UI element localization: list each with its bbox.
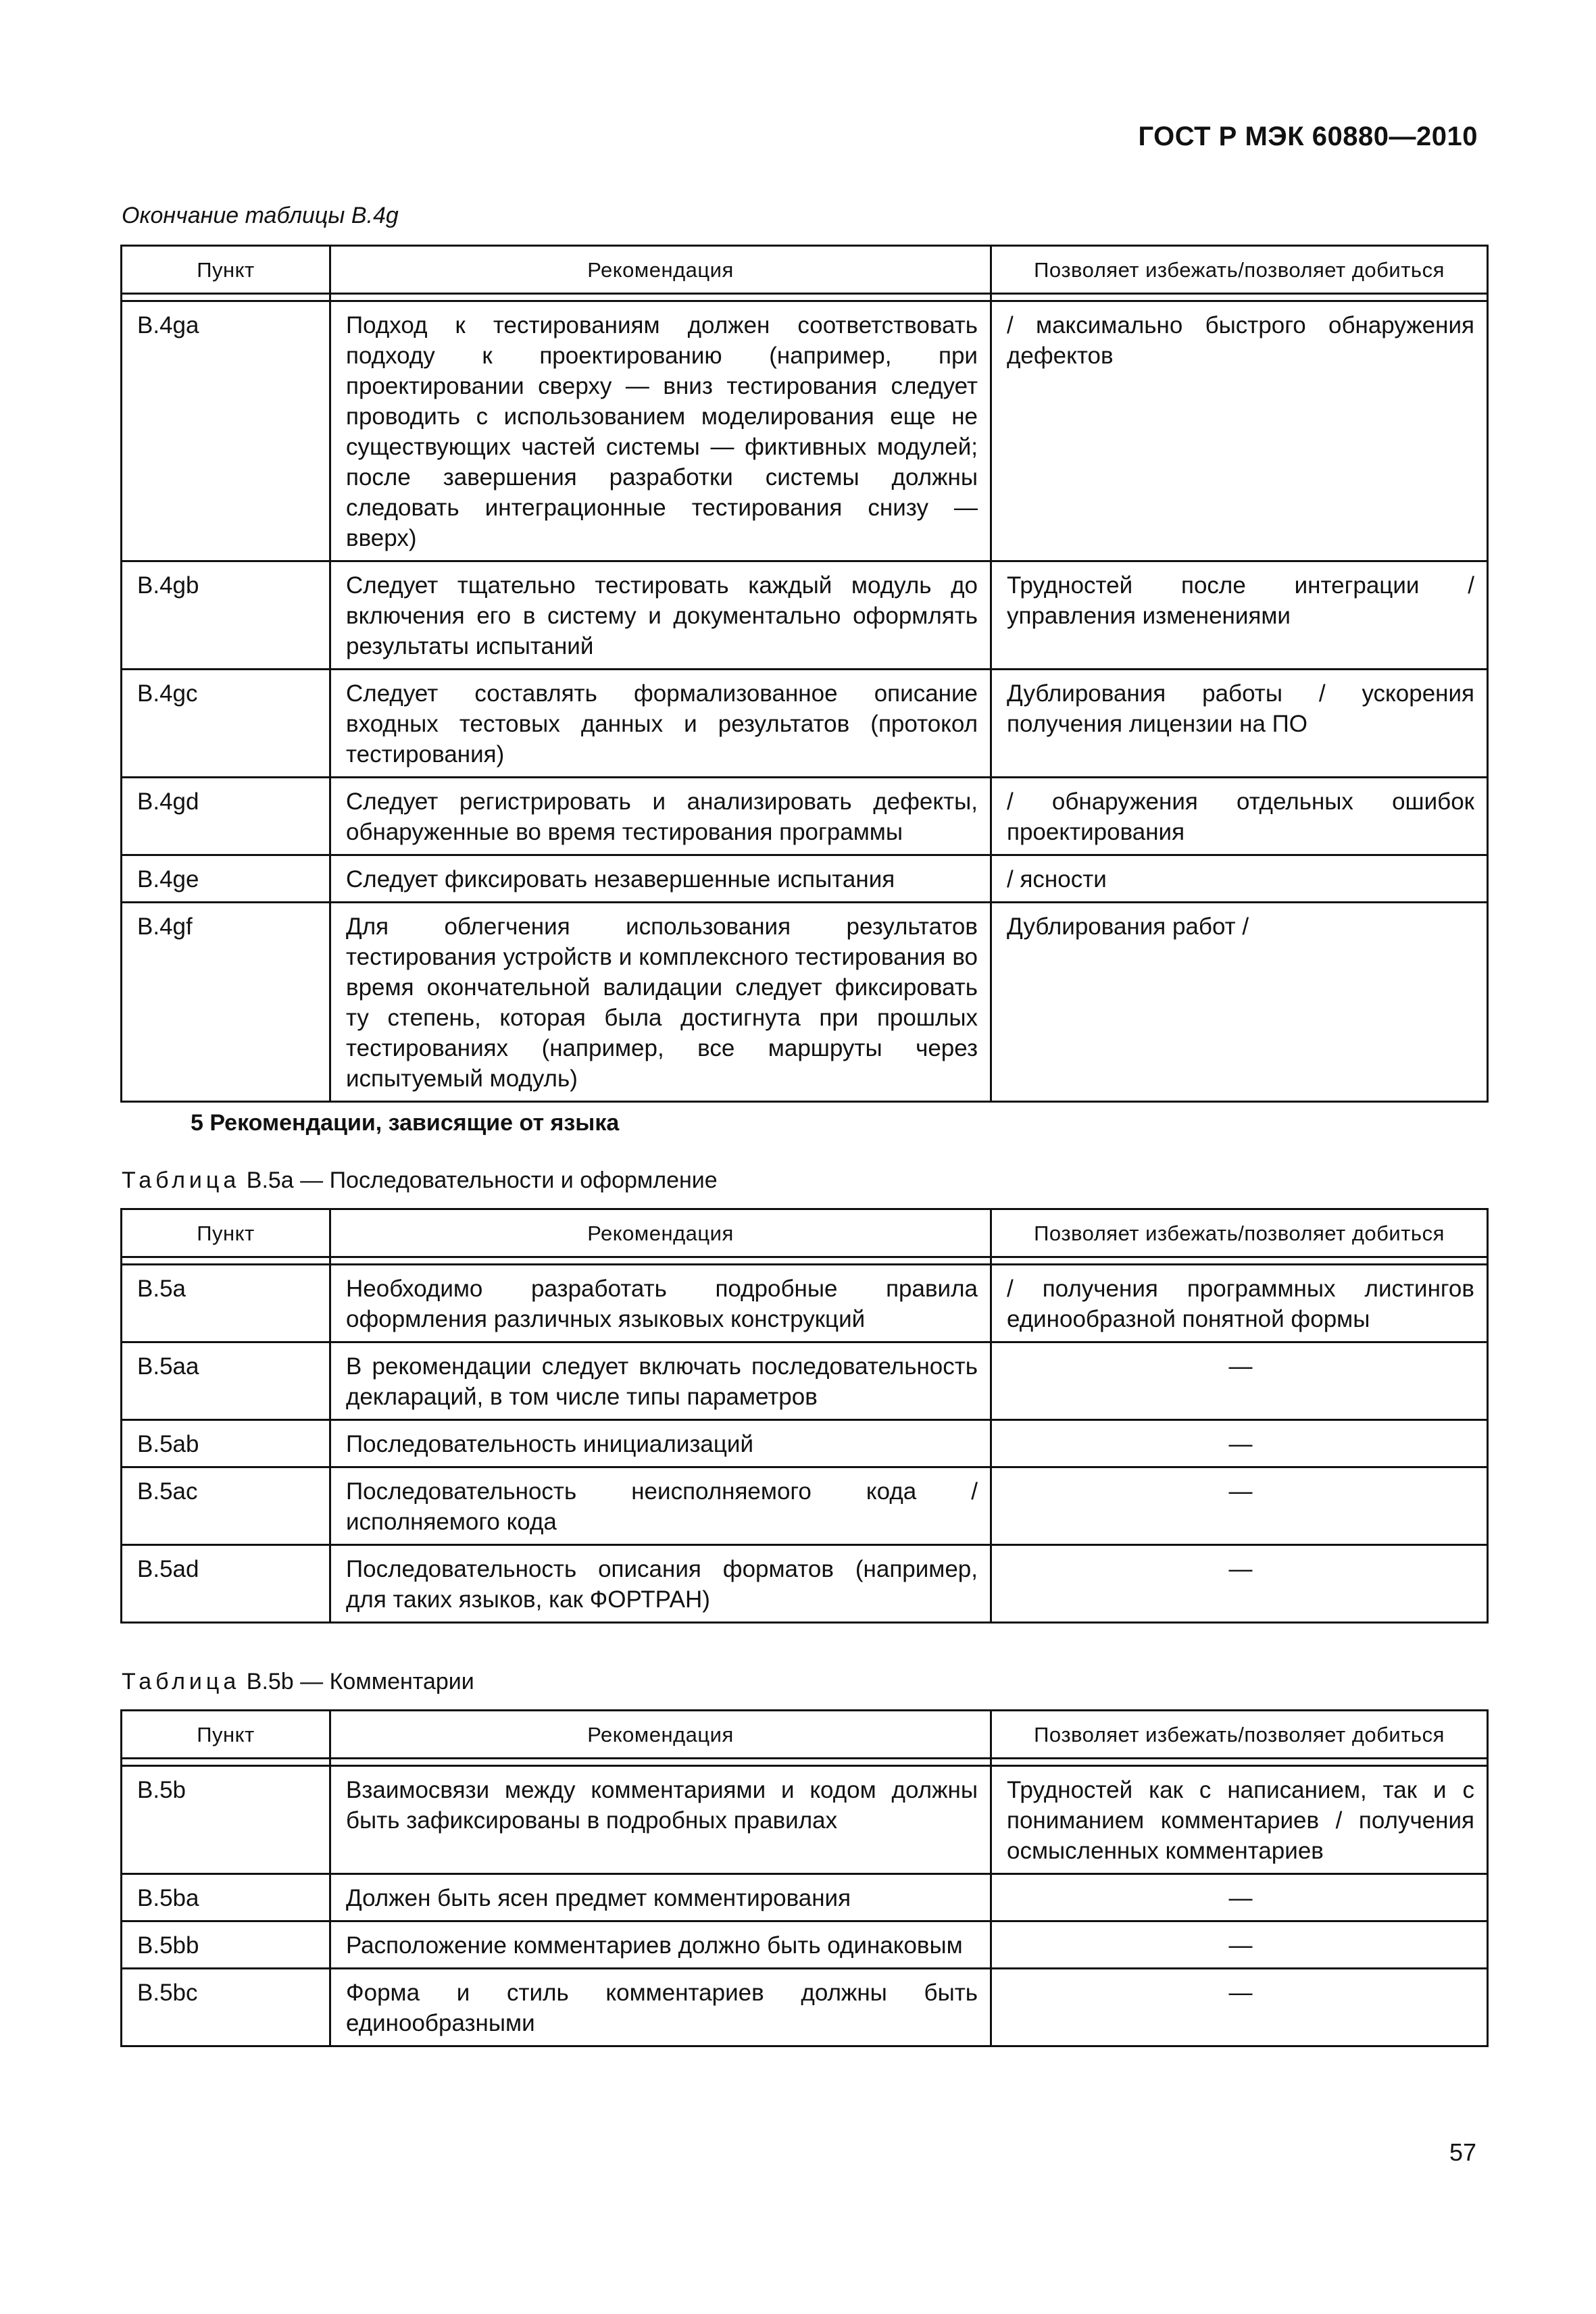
row-item: B.5a [122, 1265, 330, 1342]
section-heading: 5 Рекомендации, зависящие от языка [191, 1110, 620, 1136]
table-row [122, 1420, 1488, 1467]
table-row [122, 670, 1488, 778]
row-effect: / обнаружения отдельных ошибок проектирования [991, 778, 1488, 855]
table3-caption-text: B.5b — Комментарии [246, 1669, 474, 1694]
table-b5a [120, 1208, 1489, 1624]
col-header-recommendation: Рекомендация [330, 246, 991, 294]
table-row [122, 1874, 1488, 1921]
row-item: B.5ad [122, 1545, 330, 1623]
row-effect: — [991, 1467, 1488, 1545]
table-b4g [120, 245, 1489, 1103]
table2-caption-label: Таблица [122, 1167, 241, 1193]
row-effect: — [991, 1342, 1488, 1420]
table-row [122, 855, 1488, 903]
row-recommendation: Последовательность неисполняемого кода / исполняемого кода [330, 1467, 991, 1545]
col-header-recommendation: Рекомендация [330, 1209, 991, 1257]
table3-caption-label: Таблица [122, 1669, 241, 1694]
table-header-row [122, 246, 1488, 294]
row-effect: — [991, 1969, 1488, 2046]
row-recommendation: Для облегчения использования результатов тестирования устройств и комплексного тестирования во время окончательной валидации следует фиксировать ту степень, которая была достигнута при прошлых тестированиях (например, все маршруты через испытуемый модуль) [330, 903, 991, 1102]
table-header-row [122, 1209, 1488, 1257]
row-effect: / получения программных листингов единообразной понятной формы [991, 1265, 1488, 1342]
row-recommendation: В рекомендации следует включать последовательность деклараций, в том числе типы параметров [330, 1342, 991, 1420]
table-row [122, 561, 1488, 670]
row-item: B.4gc [122, 670, 330, 778]
table3-caption [122, 1669, 474, 1695]
row-item: B.5bc [122, 1969, 330, 2046]
row-effect: Трудностей после интеграции / управления изменениями [991, 561, 1488, 670]
table-row [122, 1545, 1488, 1623]
table1-caption: Окончание таблицы B.4g [122, 203, 399, 228]
page-number: 57 [1449, 2138, 1476, 2166]
row-effect: Дублирования работы / ускорения получения лицензии на ПО [991, 670, 1488, 778]
row-item: B.4gf [122, 903, 330, 1102]
col-header-effect: Позволяет избежать/позволяет добиться [991, 1711, 1488, 1759]
row-recommendation: Должен быть ясен предмет комментирования [330, 1874, 991, 1921]
row-recommendation: Следует составлять формализованное описание входных тестовых данных и результатов (протокол тестирования) [330, 670, 991, 778]
row-item: B.5ba [122, 1874, 330, 1921]
row-item: B.5b [122, 1766, 330, 1874]
row-item: B.5ac [122, 1467, 330, 1545]
row-effect: Трудностей как с написанием, так и с пониманием комментариев / получения осмысленных комментариев [991, 1766, 1488, 1874]
table-header-row [122, 1711, 1488, 1759]
table-row [122, 1467, 1488, 1545]
row-recommendation: Следует фиксировать незавершенные испытания [330, 855, 991, 903]
row-item: B.4gb [122, 561, 330, 670]
table-row [122, 1766, 1488, 1874]
table-row [122, 1969, 1488, 2046]
row-recommendation: Взаимосвязи между комментариями и кодом должны быть зафиксированы в подробных правилах [330, 1766, 991, 1874]
table-row [122, 1342, 1488, 1420]
row-item: B.5ab [122, 1420, 330, 1467]
col-header-recommendation: Рекомендация [330, 1711, 991, 1759]
row-recommendation: Последовательность описания форматов (например, для таких языков, как ФОРТРАН) [330, 1545, 991, 1623]
row-effect: — [991, 1874, 1488, 1921]
col-header-item: Пункт [122, 1209, 330, 1257]
row-effect: / максимально быстрого обнаружения дефектов [991, 301, 1488, 561]
standard-header: ГОСТ Р МЭК 60880—2010 [1138, 122, 1478, 151]
col-header-item: Пункт [122, 1711, 330, 1759]
table-row [122, 903, 1488, 1102]
row-effect: — [991, 1545, 1488, 1623]
table-row [122, 301, 1488, 561]
row-item: B.4ga [122, 301, 330, 561]
col-header-effect: Позволяет избежать/позволяет добиться [991, 1209, 1488, 1257]
row-recommendation: Последовательность инициализаций [330, 1420, 991, 1467]
col-header-item: Пункт [122, 246, 330, 294]
row-recommendation: Расположение комментариев должно быть одинаковым [330, 1921, 991, 1969]
row-item: B.5aa [122, 1342, 330, 1420]
row-recommendation: Следует регистрировать и анализировать дефекты, обнаруженные во время тестирования программы [330, 778, 991, 855]
row-recommendation: Необходимо разработать подробные правила оформления различных языковых конструкций [330, 1265, 991, 1342]
row-item: B.4gd [122, 778, 330, 855]
row-recommendation: Подход к тестированиям должен соответствовать подходу к проектированию (например, при проектировании сверху — вниз тестирования следует проводить с использованием моделирования еще не существующих частей системы — фиктивных модулей; после завершения разработки системы должны следовать интеграционные тестирования снизу — вверх) [330, 301, 991, 561]
table-row [122, 1921, 1488, 1969]
row-item: B.5bb [122, 1921, 330, 1969]
row-recommendation: Следует тщательно тестировать каждый модуль до включения его в систему и документально оформлять результаты испытаний [330, 561, 991, 670]
row-effect: / ясности [991, 855, 1488, 903]
row-recommendation: Форма и стиль комментариев должны быть единообразными [330, 1969, 991, 2046]
table2-caption-text: B.5a — Последовательности и оформление [246, 1167, 718, 1193]
row-effect: — [991, 1921, 1488, 1969]
table-row [122, 778, 1488, 855]
table-b5b [120, 1709, 1489, 2047]
row-item: B.4ge [122, 855, 330, 903]
row-effect: Дублирования работ / [991, 903, 1488, 1102]
col-header-effect: Позволяет избежать/позволяет добиться [991, 246, 1488, 294]
row-effect: — [991, 1420, 1488, 1467]
table-row [122, 1265, 1488, 1342]
table2-caption [122, 1167, 718, 1194]
